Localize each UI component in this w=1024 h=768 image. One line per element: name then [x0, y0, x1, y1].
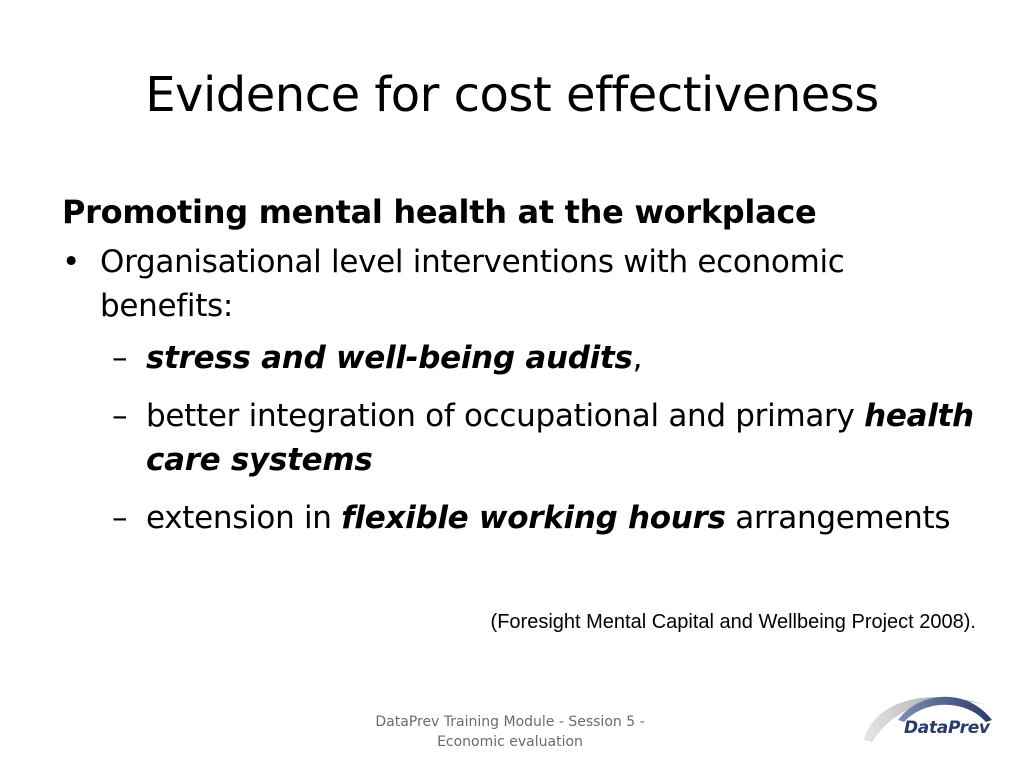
- arc-swoosh-icon: [858, 680, 998, 750]
- sub-item-before: better integration of occupational and primary: [146, 398, 865, 434]
- sub-item-emphasis: stress and well-being audits: [146, 340, 633, 376]
- sub-item-flexible-hours: [62, 496, 982, 540]
- bullet-item: [62, 240, 982, 328]
- sub-item-after: ,: [632, 340, 643, 376]
- dash-marker: –: [112, 398, 128, 434]
- dash-marker: –: [112, 500, 128, 536]
- sub-item-integration: [62, 394, 982, 482]
- slide-title: Evidence for cost effectiveness: [145, 67, 879, 123]
- bullet-text: Organisational level interventions with economic benefits:: [100, 244, 845, 324]
- dataprev-logo: [858, 680, 998, 750]
- footer: [360, 712, 660, 752]
- dash-marker: –: [112, 340, 128, 376]
- slide-content: [62, 190, 982, 554]
- bullet-marker: •: [62, 244, 80, 280]
- sub-item-before: extension in: [146, 500, 342, 536]
- citation: (Foresight Mental Capital and Wellbeing Project 2008).: [490, 611, 976, 633]
- logo-text: DataPrev: [904, 718, 990, 738]
- footer-line-2: Economic evaluation: [437, 734, 583, 750]
- sub-item-emphasis: flexible working hours: [341, 500, 726, 536]
- sub-list: [62, 336, 982, 540]
- sub-item-after: arrangements: [725, 500, 951, 536]
- sub-item-emphasis: health care systems: [146, 398, 974, 478]
- sub-item-audits: [62, 336, 982, 380]
- footer-line-1: DataPrev Training Module - Session 5 -: [375, 714, 645, 730]
- section-heading: Promoting mental health at the workplace: [62, 193, 817, 231]
